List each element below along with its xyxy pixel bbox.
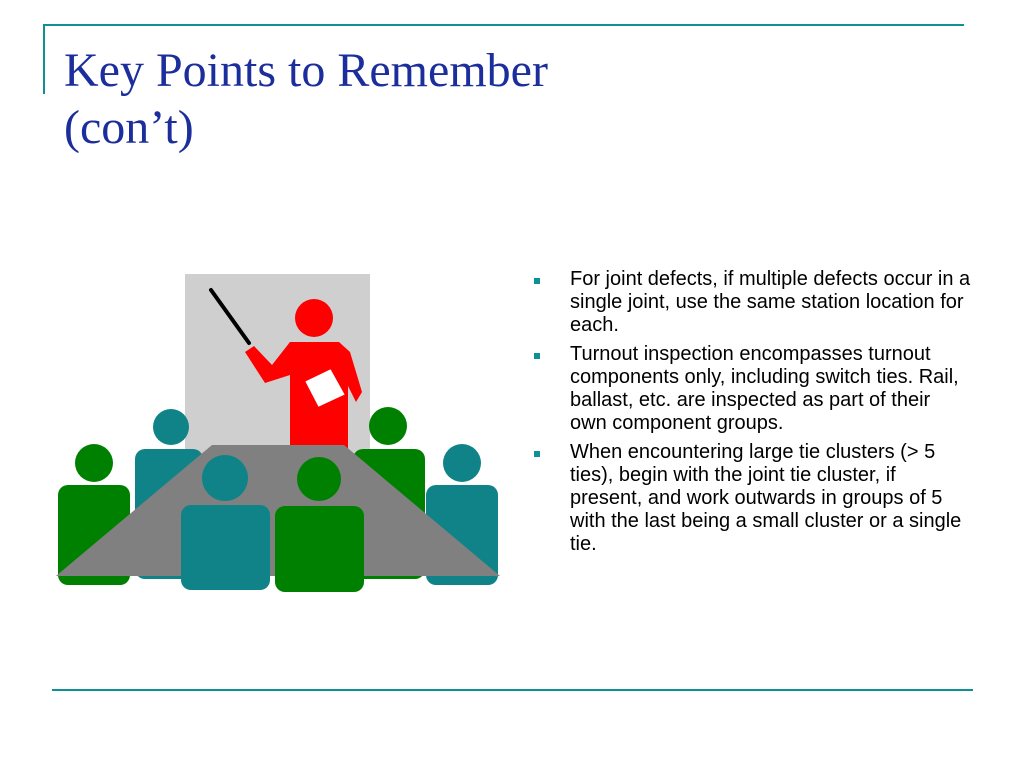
left-rule xyxy=(43,24,45,94)
title-line-2: (con’t) xyxy=(64,101,194,154)
title-line-1: Key Points to Remember xyxy=(64,44,548,97)
bullet-text: When encountering large tie clusters (> 5 ties), begin with the joint tie cluster, if present, and work outwards in groups of 5 with the last being a small cluster or a single tie. xyxy=(570,441,962,555)
meeting-presentation-clipart xyxy=(52,270,504,595)
bullet-list xyxy=(532,268,972,562)
square-bullet-icon xyxy=(534,278,540,284)
top-rule xyxy=(43,24,964,26)
bullet-text: Turnout inspection encompasses turnout components only, including switch ties. Rail, ballast, etc. are inspected as part of their own component groups. xyxy=(570,343,959,434)
square-bullet-icon xyxy=(534,353,540,359)
square-bullet-icon xyxy=(534,451,540,457)
bottom-rule xyxy=(52,689,973,691)
bullet-text: For joint defects, if multiple defects occur in a single joint, use the same station location for each. xyxy=(570,268,971,336)
bullet-item xyxy=(532,441,972,556)
presenter-head xyxy=(295,299,333,337)
slide-title xyxy=(64,42,924,156)
bullet-item xyxy=(532,343,972,435)
bullet-item xyxy=(532,268,972,337)
